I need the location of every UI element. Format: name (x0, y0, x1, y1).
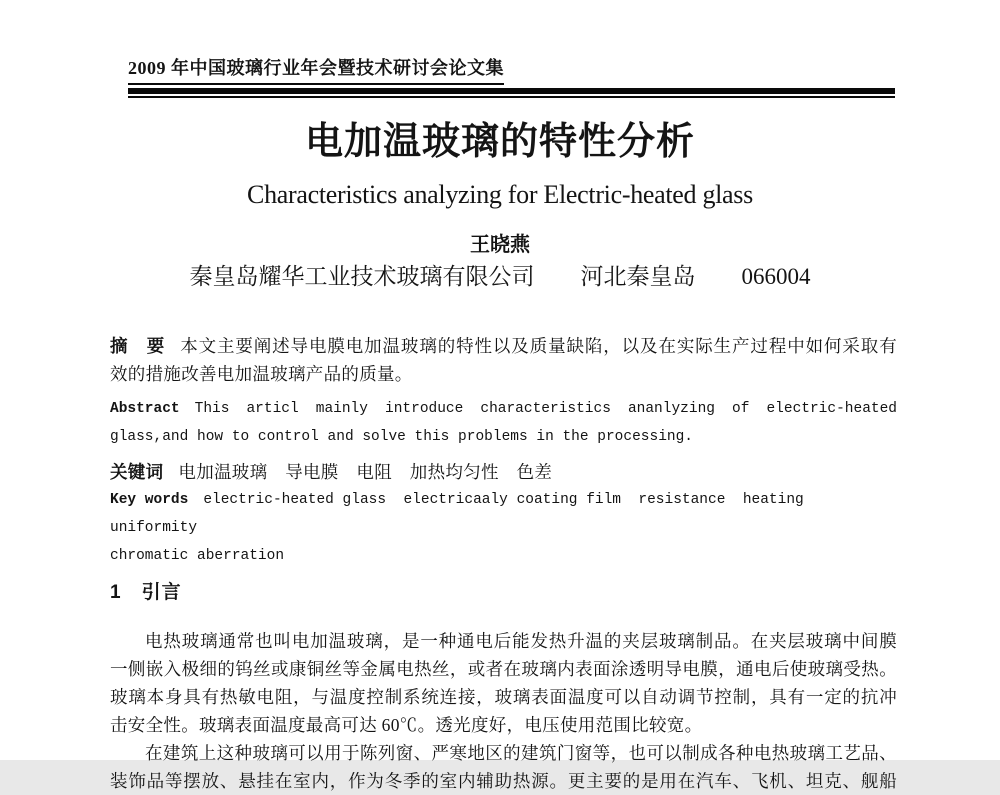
paper-title: 电加温玻璃的特性分析 (304, 121, 695, 163)
abstract-cn-line-1 (110, 332, 897, 360)
paragraph-2-line-1: 在建筑上这种玻璃可以用于陈列窗、严寒地区的建筑门窗等，也可以制成各种电热玻璃工艺品、 (145, 743, 897, 763)
abstract-cn-label: 摘 要 (110, 336, 166, 356)
abstract-en-line-1 (110, 395, 897, 423)
paragraph-1-line-4: 击安全性。玻璃表面温度最高可达 60℃。透光度好，电压使用范围比较宽。 (110, 715, 703, 735)
page-header (128, 54, 895, 98)
keywords-en-label: Key words (110, 492, 189, 508)
author-name: 王晓燕 (470, 234, 530, 256)
paragraph-1-line-1: 电热玻璃通常也叫电加温玻璃，是一种通电后能发热升温的夹层玻璃制品。在夹层玻璃中间膜 (145, 631, 897, 651)
paragraph-1-line-3: 玻璃本身具有热敏电阻，与温度控制系统连接，玻璃表面温度可以自动调节控制，具有一定的抗冲 (110, 687, 897, 707)
keywords-en-text: electric-heated glass electricaaly coating film resistance heating uniformity (110, 492, 813, 536)
keywords-cn-label: 关键词 (110, 462, 164, 482)
paragraph-2-line-2: 装饰品等摆放、悬挂在室内，作为冬季的室内辅助热源。更主要的是用在汽车、飞机、坦克、舰船 (110, 771, 897, 791)
section-1-heading: 1 引言 (110, 582, 182, 603)
paragraph-1-line-2: 一侧嵌入极细的钨丝或康铜丝等金属电热丝，或者在玻璃内表面涂透明导电膜，通电后使玻璃受热。 (110, 659, 897, 679)
proceedings-header: 2009 年中国玻璃行业年会暨技术研讨会论文集 (128, 54, 504, 85)
author-affiliation: 秦皇岛耀华工业技术玻璃有限公司 河北秦皇岛 066004 (189, 264, 811, 289)
header-rule-thick (128, 88, 895, 94)
abstract-en-line-2: glass,and how to control and solve this problems in the processing. (110, 429, 693, 445)
abstract-cn-text: 本文主要阐述导电膜电加温玻璃的特性以及质量缺陷，以及在实际生产过程中如何采取有 (180, 336, 897, 356)
keywords-en-line-2: chromatic aberration (110, 548, 285, 564)
abstract-cn-line-2: 效的措施改善电加温玻璃产品的质量。 (110, 364, 413, 384)
paper-title-english: Characteristics analyzing for Electric-heated glass (247, 180, 753, 209)
header-rule-thin (128, 96, 895, 98)
keywords-cn-text: 电加温玻璃 导电膜 电阻 加热均匀性 色差 (178, 462, 553, 482)
main-text-column (110, 332, 897, 795)
keywords-en-line-1 (110, 486, 897, 542)
abstract-en-label: Abstract (110, 401, 180, 417)
keywords-cn-line (110, 458, 897, 486)
abstract-en-text: This articl mainly introduce characteristics ananlyzing of electric-heated (194, 401, 897, 417)
